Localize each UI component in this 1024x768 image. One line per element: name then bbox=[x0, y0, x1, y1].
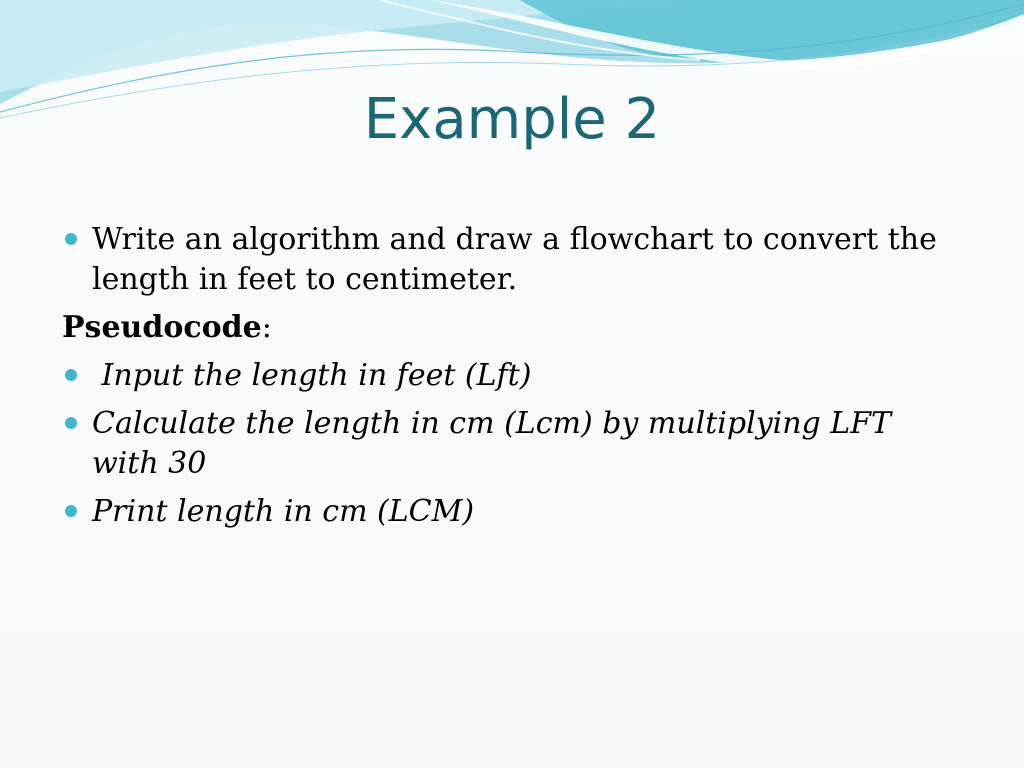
pseudocode-label: Pseudocode bbox=[62, 310, 262, 345]
step-text: Print length in cm (LCM) bbox=[92, 494, 475, 529]
bullet-dot-icon bbox=[65, 417, 77, 429]
step-text: Calculate the length in cm (Lcm) by multiplying LFT with 30 bbox=[92, 406, 892, 481]
intro-text: Write an algorithm and draw a flowchart to convert the length in feet to centimeter. bbox=[92, 222, 937, 297]
step-bullet-input bbox=[62, 356, 962, 396]
step-bullet-calculate bbox=[62, 404, 962, 484]
pseudocode-colon: : bbox=[261, 310, 272, 345]
slide-body bbox=[62, 220, 962, 540]
step-bullet-print bbox=[62, 492, 962, 532]
intro-bullet bbox=[62, 220, 962, 300]
pseudocode-heading bbox=[62, 308, 962, 348]
slide-title: Example 2 bbox=[363, 87, 661, 152]
bullet-dot-icon bbox=[65, 233, 77, 245]
step-text: Input the length in feet (Lft) bbox=[92, 358, 532, 393]
bullet-dot-icon bbox=[65, 369, 77, 381]
bullet-dot-icon bbox=[65, 505, 77, 517]
